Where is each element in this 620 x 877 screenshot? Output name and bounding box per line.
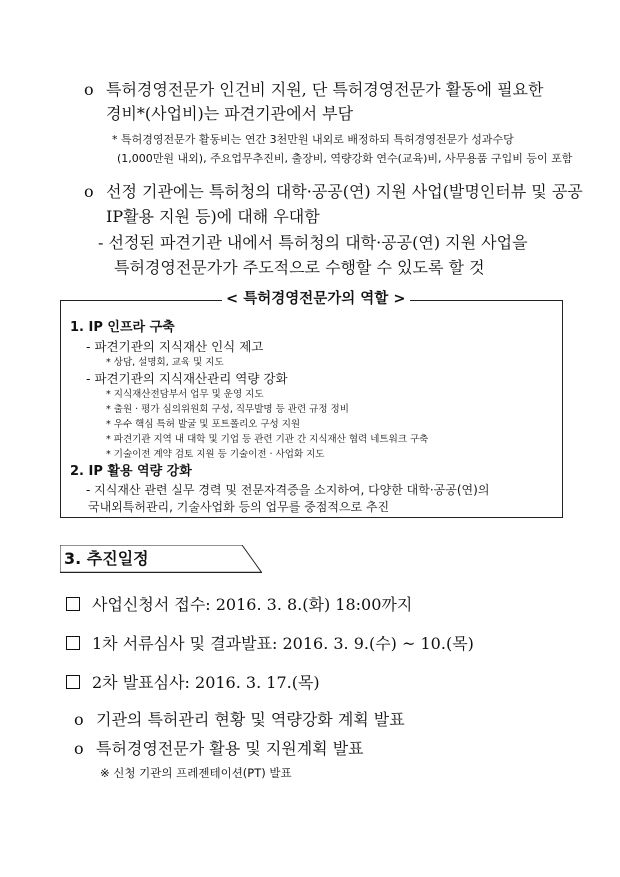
bullet-marker: o xyxy=(74,739,84,758)
role-item: - 파견기관의 지식재산 인식 제고 xyxy=(86,339,264,354)
intro-bullet-1-line-2: 경비*(사업비)는 파견기관에서 부담 xyxy=(106,104,354,123)
role-subitem: * 출원 · 평가 심의위원회 구성, 직무발명 등 관련 규정 정비 xyxy=(106,404,349,415)
schedule-item-2 xyxy=(66,632,474,656)
role-subitem: * 상담, 설명회, 교육 및 지도 xyxy=(106,357,224,368)
checkbox-icon xyxy=(66,675,80,689)
role-item: - 파견기관의 지식재산관리 역량 강화 xyxy=(86,371,288,386)
schedule-item-1-text: 사업신청서 접수: 2016. 3. 8.(화) 18:00까지 xyxy=(92,595,413,614)
schedule-note: ※ 신청 기관의 프레젠테이션(PT) 발표 xyxy=(100,766,292,780)
bullet-marker: o xyxy=(84,80,94,99)
schedule-item-1 xyxy=(66,593,412,617)
role-section-1-title: 1. IP 인프라 구축 xyxy=(70,320,175,335)
schedule-item-2-text: 1차 서류심사 및 결과발표: 2016. 3. 9.(수) ~ 10.(목) xyxy=(92,634,474,653)
schedule-sub-1 xyxy=(74,708,405,732)
intro-note-line-1: * 특허경영전문가 활동비는 연간 3천만원 내외로 배정하되 특허경영전문가 성과수당 xyxy=(112,133,514,146)
bullet-marker: o xyxy=(74,710,84,729)
role-item: - 지식재산 관련 실무 경력 및 전문자격증을 소지하여, 다양한 대학·공공(연)의 xyxy=(86,483,490,497)
schedule-item-3 xyxy=(66,671,320,695)
role-item: 국내외특허관리, 기술사업화 등의 업무를 중점적으로 추진 xyxy=(88,500,390,514)
role-box-title: < 특허경영전문가의 역할 > xyxy=(222,288,410,310)
schedule-sub-2-text: 특허경영전문가 활용 및 지원계획 발표 xyxy=(96,739,364,758)
role-section-2-title: 2. IP 활용 역량 강화 xyxy=(70,464,192,479)
schedule-item-3-text: 2차 발표심사: 2016. 3. 17.(목) xyxy=(92,673,320,692)
intro-bullet-1 xyxy=(84,78,543,102)
role-subitem: * 기술이전 계약 검토 지원 등 기술이전 · 사업화 지도 xyxy=(106,449,325,460)
intro-note-line-2: (1,000만원 내외), 주요업무추진비, 출장비, 역량강화 연수(교육)비, 사무용품 구입비 등이 포함 xyxy=(117,152,573,165)
intro-bullet-2-line-2: IP활용 지원 등)에 대해 우대함 xyxy=(106,207,320,226)
intro-sub-line-2: 특허경영전문가가 주도적으로 수행할 수 있도록 할 것 xyxy=(114,258,485,277)
role-subitem: * 우수 핵심 특허 발굴 및 포트폴리오 구성 지원 xyxy=(106,419,301,430)
intro-bullet-2-line-1: 선정 기관에는 특허청의 대학·공공(연) 지원 사업(발명인터뷰 및 공공 xyxy=(106,182,583,201)
bullet-marker: o xyxy=(84,182,94,201)
intro-bullet-2 xyxy=(84,180,583,204)
schedule-sub-1-text: 기관의 특허관리 현황 및 역량강화 계획 발표 xyxy=(96,710,405,729)
role-subitem: * 파견기관 지역 내 대학 및 기업 등 관련 기관 간 지식재산 협력 네트워크 구축 xyxy=(106,434,429,445)
checkbox-icon xyxy=(66,597,80,611)
checkbox-icon xyxy=(66,636,80,650)
section-3-heading: 3. 추진일정 xyxy=(64,549,149,568)
role-subitem: * 지식재산전담부서 업무 및 운영 지도 xyxy=(106,389,264,400)
intro-bullet-1-line-1: 특허경영전문가 인건비 지원, 단 특허경영전문가 활동에 필요한 xyxy=(106,80,544,99)
intro-sub-line-1: - 선정된 파견기관 내에서 특허청의 대학·공공(연) 지원 사업을 xyxy=(98,233,528,252)
schedule-sub-2 xyxy=(74,737,364,761)
